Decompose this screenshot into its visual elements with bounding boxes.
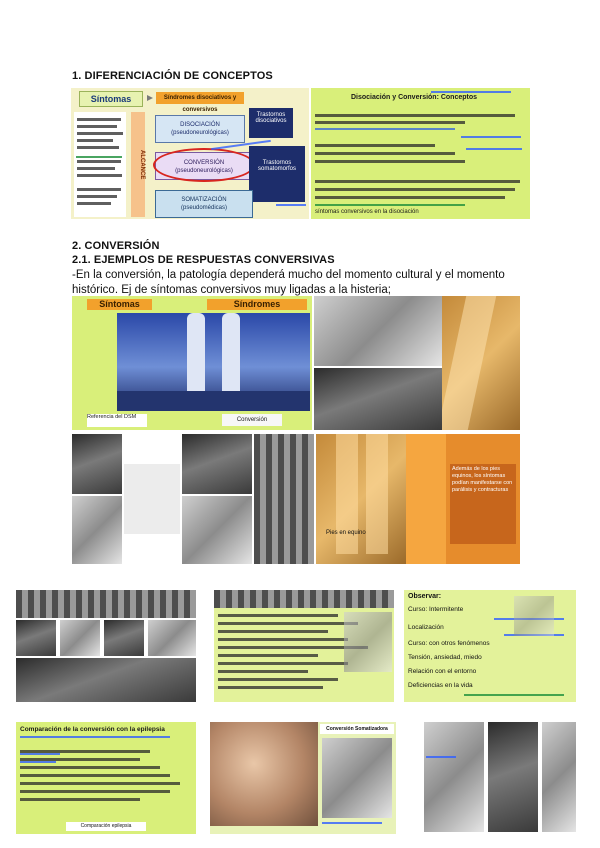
slide9-line-6: Deficiencias en la vida xyxy=(408,682,473,689)
section-1-heading: 1. DIFERENCIACIÓN DE CONCEPTOS xyxy=(72,70,273,82)
portrait-1 xyxy=(72,434,122,494)
portrait-4 xyxy=(182,496,252,564)
slide2-footer: síntomas conversivos en la disociación xyxy=(315,209,419,215)
slide7-photo-5 xyxy=(16,658,196,702)
slide2-title: Disociación y Conversión: Conceptos xyxy=(351,94,478,101)
portrait-5 xyxy=(254,434,314,564)
slide9-title: Observar: xyxy=(408,593,442,600)
slide7-photo-3 xyxy=(104,620,144,656)
slide1-conversion-sub: (pseudoneurológicas) xyxy=(175,168,233,174)
slide7-photo-1 xyxy=(16,620,56,656)
slide10-title: Comparación de la conversión con la epilepsia xyxy=(20,726,165,733)
slide3-feet-photo xyxy=(117,313,310,411)
slide-conversion-feet xyxy=(72,296,312,430)
slide6-text: Además de los pies equinos, los síntomas podían manifestarse con parálisis y contracturas xyxy=(452,466,513,493)
slide3-sintomas-bar: Síntomas xyxy=(87,299,152,310)
slide-somatizadora xyxy=(318,722,396,834)
slide13-photo-1 xyxy=(424,722,484,832)
slide1-sintomas-box: Síntomas xyxy=(79,91,143,107)
section-2-paragraph: -En la conversión, la patología dependerá mucho del momento cultural y el momento histórico. Ej de síntomas conversivos muy ligadas a la histeria; xyxy=(72,269,505,296)
slide11-photo xyxy=(210,722,320,826)
slide1-somatizacion-box xyxy=(155,190,253,218)
slide12-photo xyxy=(322,738,392,818)
slide1-conversion-label: CONVERSIÓN xyxy=(183,160,225,166)
section-2-heading: 2. CONVERSIÓN xyxy=(72,240,160,252)
slide-pies-equino xyxy=(316,434,406,564)
slide3-sindromes-bar: Síndromes xyxy=(207,299,307,310)
slide-final-photos xyxy=(424,722,576,834)
slide4-photo-bottom xyxy=(314,368,442,430)
slide12-header: Conversión Somatizadora xyxy=(320,724,394,734)
slide-observar xyxy=(404,590,576,702)
slide5-caption: Pies en equino xyxy=(326,530,366,536)
slide1-somatomorfos-box: Trastornos somatomorfos xyxy=(249,146,305,202)
slide-epilepsy-comparison xyxy=(16,722,196,834)
slide3-reference: Referencia del DSM xyxy=(87,414,147,427)
slide1-disociacion-sub: (pseudoneurológicas) xyxy=(171,130,229,136)
slide1-orange-bar: Síndromes disociativos y conversivos xyxy=(156,92,244,104)
slide-clinic-photos xyxy=(16,590,196,702)
slide1-disociacion-label: DISOCIACIÓN xyxy=(180,122,220,128)
slide9-line-5: Relación con el entorno xyxy=(408,668,477,675)
slide1-somatizacion-label: SOMATIZACIÓN xyxy=(181,197,227,203)
portrait-2 xyxy=(72,496,122,564)
slide-observations xyxy=(214,590,394,702)
slide13-photo-2 xyxy=(488,722,538,832)
slide9-line-4: Tensión, ansiedad, miedo xyxy=(408,654,482,661)
slide7-photo-4 xyxy=(148,620,196,656)
slide-portraits xyxy=(72,434,314,564)
slide9-line-3: Curso: con otros fenómenos xyxy=(408,640,490,647)
slide-concepts-text xyxy=(311,88,530,219)
slide4-photo-top xyxy=(314,296,442,366)
slide1-arrow-icon xyxy=(147,95,153,101)
slide-sepia-feet xyxy=(442,296,520,430)
slide7-photo-2 xyxy=(60,620,100,656)
slide-patient-photos xyxy=(314,296,442,430)
slide10-footer: Comparación epilepsia xyxy=(66,822,146,831)
slide-body-photo xyxy=(210,722,320,834)
slide1-red-ellipse xyxy=(153,148,255,182)
section-2-1-subheading: 2.1. EJEMPLOS DE RESPUESTAS CONVERSIVAS xyxy=(72,254,335,266)
slide1-somatizacion-sub: (pseudomédicas) xyxy=(180,205,228,211)
slide9-line-1: Curso: Intermitente xyxy=(408,606,464,613)
slide1-alcance-bar: ALCANCE xyxy=(131,112,145,217)
slide1-left-text xyxy=(74,112,126,217)
slide-concept-diagram xyxy=(71,88,309,219)
slide1-disociacion-box xyxy=(155,115,245,143)
slide7-strip xyxy=(16,590,196,618)
slide13-photo-3 xyxy=(542,722,576,832)
slide1-trastornos-box: Trastornos disociativos xyxy=(249,108,293,138)
slide-paralysis xyxy=(406,434,520,564)
slide3-conversion-label: Conversión xyxy=(222,414,282,426)
slide9-line-2: Localización xyxy=(408,624,444,631)
portrait-3 xyxy=(182,434,252,494)
